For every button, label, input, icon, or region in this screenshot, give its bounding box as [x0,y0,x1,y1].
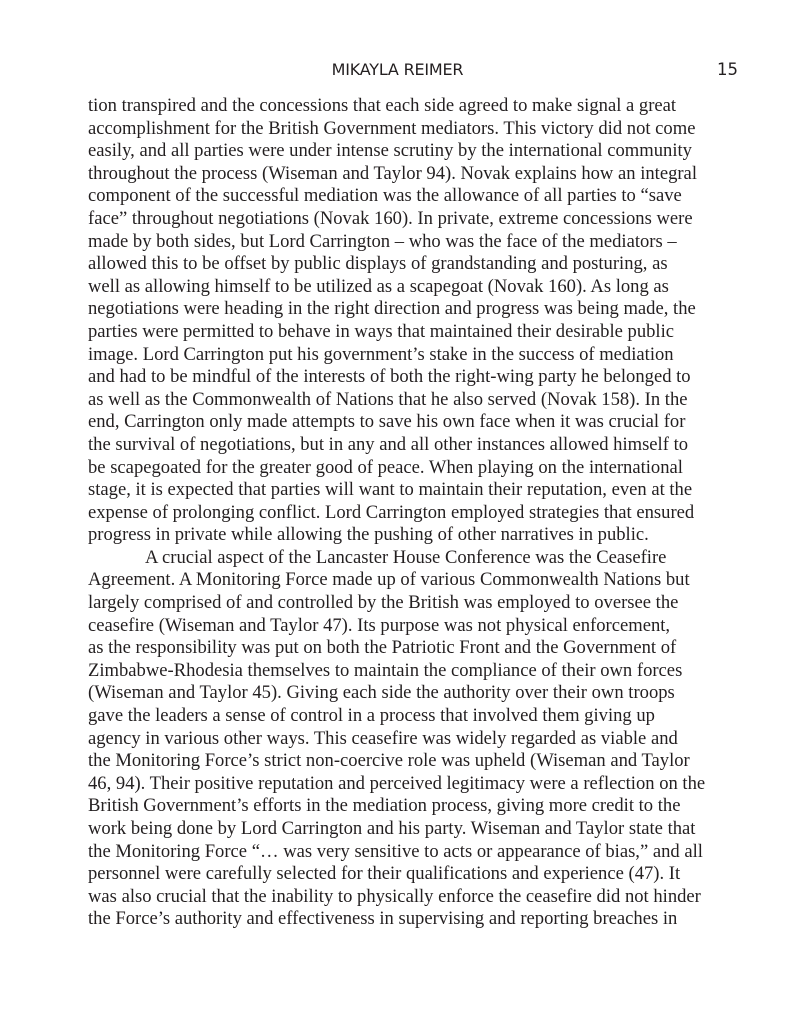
text-line: tion transpired and the concessions that each side agreed to make signal a great [88,95,677,116]
paragraph-1 [88,95,707,547]
text-line: negotiations were heading in the right direction and progress was being made, the [88,298,696,320]
text-line: progress in private while allowing the pushing of other narratives in public. [88,524,649,546]
text-line: component of the successful mediation was the allowance of all parties to “save [88,185,682,207]
text-line: gave the leaders a sense of control in a process that involved them giving up [88,705,655,727]
text-line: British Government’s efforts in the mediation process, giving more credit to the [88,795,681,817]
text-line: (Wiseman and Taylor 45). Giving each side the authority over their own troops [88,682,675,704]
text-line: Agreement. A Monitoring Force made up of various Commonwealth Nations but [88,569,690,591]
text-line: the Monitoring Force’s strict non-coercive role was upheld (Wiseman and Taylor [88,750,690,772]
text-line: and had to be mindful of the interests of both the right-wing party he belonged to [88,366,691,388]
text-line: made by both sides, but Lord Carrington – who was the face of the mediators – [88,230,677,252]
text-line: Zimbabwe-Rhodesia themselves to maintain the compliance of their own forces [88,659,683,681]
text-line: largely comprised of and controlled by the British was employed to oversee the [88,592,679,614]
text-line: image. Lord Carrington put his government’s stake in the success of mediation [88,343,674,365]
text-line: as well as the Commonwealth of Nations that he also served (Novak 158). In the [88,388,688,410]
text-line-indented: A crucial aspect of the Lancaster House Conference was the Ceasefire [145,546,667,568]
running-header-author: MIKAYLA REIMER [331,60,464,79]
page-number: 15 [717,60,738,79]
text-line: was also crucial that the inability to physically enforce the ceasefire did not hinder [88,885,701,907]
text-line: personnel were carefully selected for their qualifications and experience (47). It [88,863,681,885]
running-header [0,58,795,82]
text-line: the Monitoring Force “… was very sensitive to acts or appearance of bias,” and all [88,840,703,862]
text-line: accomplishment for the British Government mediators. This victory did not come [88,117,696,139]
body-text [88,95,707,931]
text-line: throughout the process (Wiseman and Taylor 94). Novak explains how an integral [88,162,697,184]
text-line: well as allowing himself to be utilized as a scapegoat (Novak 160). As long as [88,275,669,297]
text-line: face” throughout negotiations (Novak 160). In private, extreme concessions were [88,207,693,229]
text-line: expense of prolonging conflict. Lord Carrington employed strategies that ensured [88,501,695,523]
text-line: allowed this to be offset by public displays of grandstanding and posturing, as [88,253,668,275]
text-line: ceasefire (Wiseman and Taylor 47). Its purpose was not physical enforcement, [88,614,671,636]
text-line: be scapegoated for the greater good of peace. When playing on the international [88,456,683,478]
text-line: as the responsibility was put on both the Patriotic Front and the Government of [88,637,677,659]
text-line: agency in various other ways. This ceasefire was widely regarded as viable and [88,727,678,749]
paragraph-2 [88,547,707,931]
text-line: the Force’s authority and effectiveness in supervising and reporting breaches in [88,908,678,930]
text-line: easily, and all parties were under intense scrutiny by the international community [88,140,692,162]
text-line: 46, 94). Their positive reputation and perceived legitimacy were a reflection on the [88,772,706,794]
text-line: parties were permitted to behave in ways that maintained their desirable public [88,320,675,342]
text-line: the survival of negotiations, but in any and all other instances allowed himself to [88,433,689,455]
text-line: end, Carrington only made attempts to save his own face when it was crucial for [88,411,686,433]
text-line: stage, it is expected that parties will want to maintain their reputation, even at the [88,479,693,501]
text-line: work being done by Lord Carrington and his party. Wiseman and Taylor state that [88,818,696,839]
